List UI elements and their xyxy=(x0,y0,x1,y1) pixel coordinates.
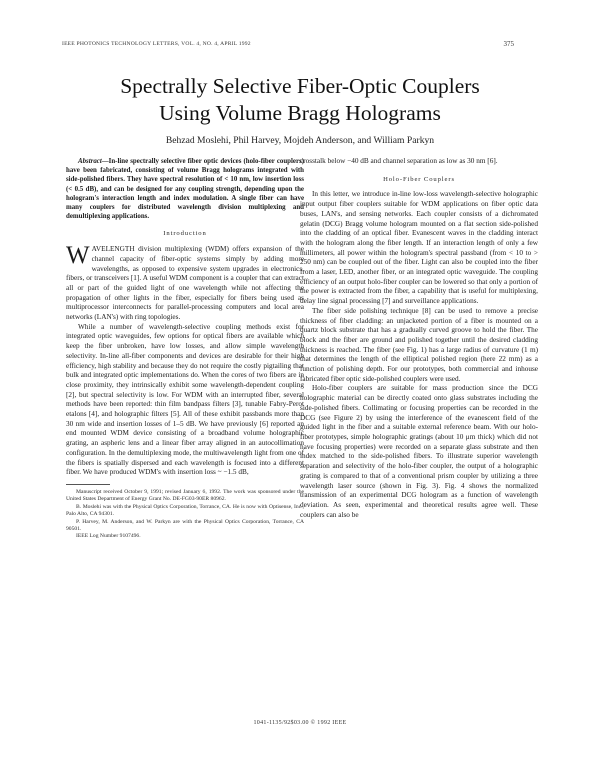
footnote-coauthors: P. Harvey, M. Anderson, and W. Parkyn are with the Physical Optics Corporation, Torrance, CA 90501. xyxy=(66,518,304,533)
body-paragraph-3: Holo-fiber couplers are suitable for mass production since the DCG holographic material can be directly coated onto glass substrates including the side-polished fibers. Collimating or focusing properties can be recorded in the DCG (see Figure 2) by using the interference of the evanescent field of the guided light in the fiber and a suitable external reference beam. With our holo-fiber prototypes, simple holographic gratings (about 10 μm thick) which did not have focusing properties) were recorded on a separate glass substrate and then index matched to the side-polished fibers. To illustrate superior wavelength separation and selectivity of the holo-fiber coupler, the output of a holographic grating is compared to that of a conventional prism coupler by utilizing a three wavelength laser source (shown in Fig. 3). Fig. 4 shows the normalized transmission of an experimental DCG hologram as a function of wavelength deviation. As seen, experimental and theoretical results agree well. These couplers can also be xyxy=(300,384,538,519)
footnote-manuscript: Manuscript received October 9, 1991; revised January 6, 1992. The work was sponsored under the United States Department of Energy Grant No. DE-FG03-90ER 80962. xyxy=(66,489,304,503)
drop-cap: W xyxy=(66,242,90,270)
section-heading-holo-fiber-couplers: Holo-Fiber Couplers xyxy=(383,175,455,183)
intro-paragraph-1 xyxy=(66,242,304,323)
footnotes xyxy=(66,489,304,541)
left-column xyxy=(66,157,304,541)
footnote-divider xyxy=(66,484,110,485)
abstract xyxy=(66,157,304,221)
title-line-1: Spectrally Selective Fiber-Optic Couplers xyxy=(120,74,480,98)
abstract-text: —In-line spectrally selective fiber optic devices (holo-fiber couplers) have been fabricated, consisting of volume Bragg holograms integrated with side-polished fibers. They have spectral resolution of < 10 nm, low insertion loss (< 0.5 dB), and can be designed for any coupling strength, depending upon the hologram's interaction length and index modulation. A single fiber can have many couplers for distributed wavelength division multiplexing and demultiplexing applications. xyxy=(66,158,304,221)
body-paragraph-1: In this letter, we introduce in-line low-loss wavelength-selective holographic input output fiber couplers suitable for WDM applications on fiber optic data buses, LAN's, and sensing networks. Each coupler consists of a dichromated gelatin (DCG) Bragg volume hologram mounted on a flat section side-polished into the cladding of an optical fiber. Evanescent waves in the cladding interact with the hologram along the fiber length. If an interaction length of only a few millimeters, all power within the hologram's spectral passband (from < 10 to > 250 nm) can be coupled out of the fiber. Light can also be coupled into the fiber from a laser, LED, another fiber, or an integrated optic waveguide. The coupling efficiency of an output holo-fiber coupler can be lowered so that only a portion of the power is extracted from the fiber, a capability that is useful for multiplexing, delay line signal processing [7] and surveillance applications. xyxy=(300,190,538,306)
author-list: Behzad Moslehi, Phil Harvey, Mojdeh Anderson, and William Parkyn xyxy=(165,135,435,146)
copyright-footer: 1041-1135/92$03.00 © 1992 IEEE xyxy=(253,720,347,726)
intro-paragraph-1-text: AVELENGTH division multiplexing (WDM) offers expansion of the channel capacity of fiber-optic systems simply by adding more wavelengths, as opposed to expensive system upgrades in electronics, fibers, or transceivers [1]. A useful WDM component is a coupler that can extract all or part of the guided light of one wavelength while not affecting the propagation of other lights in the fiber, especially for fibers being used as multiprocessor interconnects for parallel-processing computers and local area networks (LAN's) with ring topologies. xyxy=(66,245,304,322)
intro-paragraph-2: While a number of wavelength-selective coupling methods exist for integrated optic waveguides, few options for optical fibers are available which keep the fiber unbroken, have low losses, and allow simple wavelength selectivity. In-line all-fiber components and devices are desirable for their high efficiency, high stability and because they do not require the costly pigtailing that bulk and integrated optic implementations do. When the cores of two fibers are in close proximity, they intrinsically exhibit some wavelength-dependent coupling [2], but spectral selectivity is low. For WDM with an interrupted fiber, several methods have been reported: thin film bandpass filters [3], tunable Fabry-Perot etalons [4], and holographic filters [5]. All of these exhibit passbands more than 30 nm wide and insertion losses of 1–5 dB. We have previously [6] reported an end mounted WDM device consisting of a broadband volume holographic grating, an aspheric lens and a linear fiber array aligned in an autocollimation configuration. In the demultiplexing mode, the multiwavelength light from one of the fibers is spatially dispersed and each wavelength is focused into a different fiber. We have produced WDM's with insertion loss ~ −1.5 dB, xyxy=(66,322,304,477)
footnote-log-number: IEEE Log Number 9107496. xyxy=(76,533,141,540)
paper-title xyxy=(0,73,600,127)
continuation-text: crosstalk below −40 dB and channel separation as low as 30 nm [6]. xyxy=(300,157,498,165)
journal-header: IEEE PHOTONICS TECHNOLOGY LETTERS, VOL. 4, NO. 4, APRIL 1992 xyxy=(62,41,251,47)
page-number: 375 xyxy=(503,40,514,48)
abstract-label: Abstract xyxy=(78,158,102,165)
section-heading-introduction: Introduction xyxy=(163,230,207,238)
body-paragraph-2: The fiber side polishing technique [8] can be used to remove a precise thickness of fiber cladding: an unjacketed portion of a fiber is mounted on a quartz block substrate that has a gradually curved groove to hold the fiber. The block and the fiber are ground and polished together until the desired cladding thickness is reached. The fiber (see Fig. 1) has a large radius of curvature (1 m) that determines the length of the elliptical polished region (here 22 mm) as a function of polishing depth. For our prototypes, both commercial and inhouse fabricated fiber optic side-polished couplers were used. xyxy=(300,306,538,383)
right-column xyxy=(300,157,538,520)
footnote-moslehi: B. Moslehi was with the Physical Optics Corporation, Torrance, CA. He is now with Optisense, Inc., Palo Alto, CA 94301. xyxy=(66,503,304,518)
title-line-2: Using Volume Bragg Holograms xyxy=(159,101,441,125)
